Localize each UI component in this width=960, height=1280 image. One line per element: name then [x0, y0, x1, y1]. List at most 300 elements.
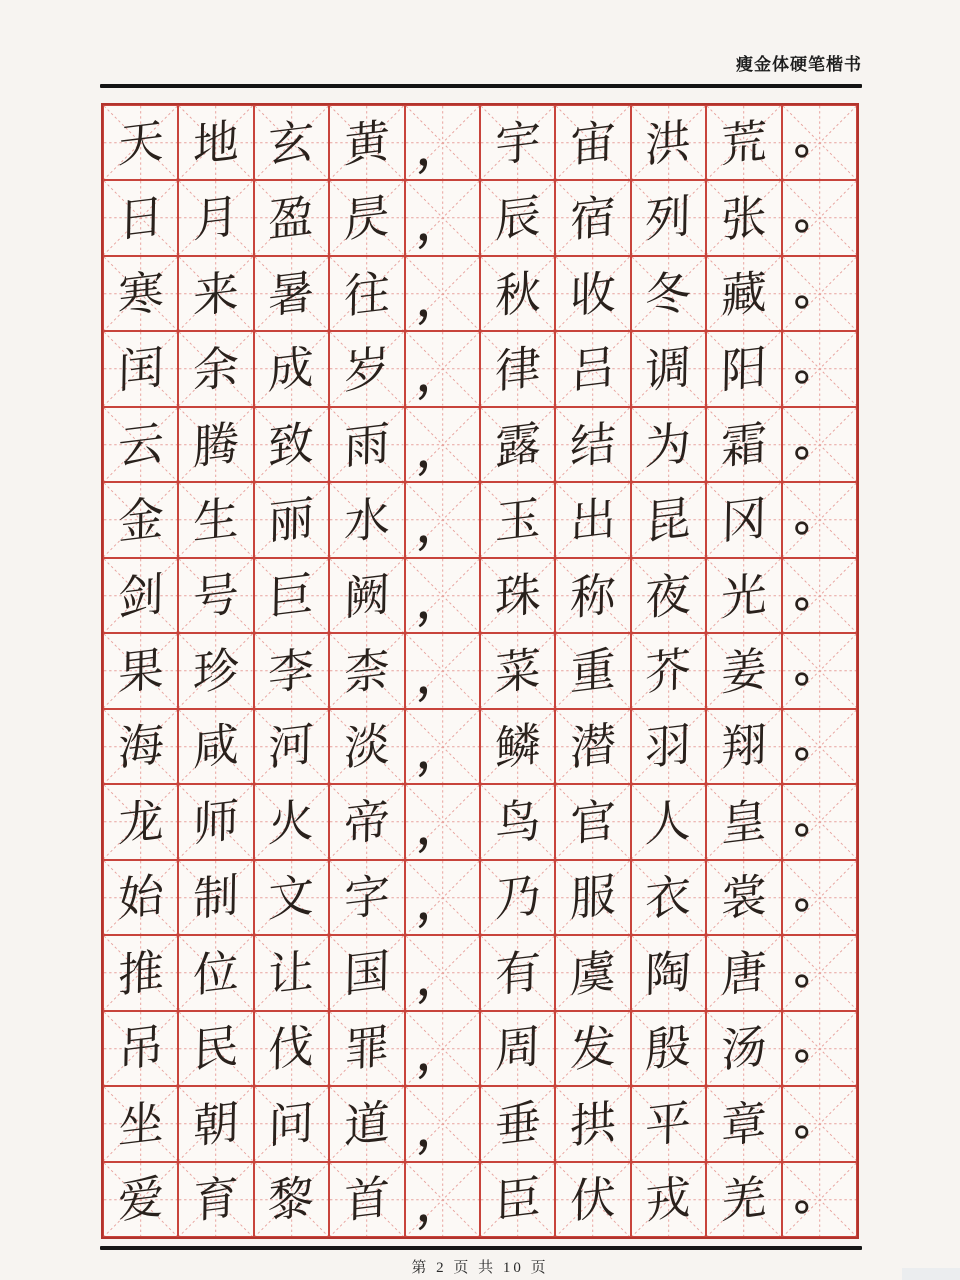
handwritten-character: 雨 [343, 414, 391, 475]
grid-cell [555, 180, 630, 255]
grid-cell [405, 256, 480, 331]
grid-cell [706, 860, 781, 935]
handwritten-character: 菜 [494, 640, 541, 702]
handwritten-character: 火 [268, 791, 315, 852]
handwritten-character: 制 [192, 867, 240, 928]
handwritten-character: 朝 [192, 1093, 240, 1154]
handwritten-character: 河 [268, 716, 315, 777]
grid-cell [254, 860, 329, 935]
handwritten-character: 伏 [569, 1169, 617, 1230]
grid-cell [103, 1086, 178, 1161]
handwritten-character: 唐 [720, 942, 768, 1003]
grid-cell [178, 105, 253, 180]
handwritten-character: 珠 [494, 565, 541, 626]
grid-cell [782, 482, 857, 557]
grid-cell [706, 558, 781, 633]
grid-cell [631, 105, 706, 180]
grid-cell [254, 558, 329, 633]
comma-mark: ， [416, 194, 462, 252]
handwritten-character: 垂 [494, 1093, 541, 1154]
grid-cell [103, 256, 178, 331]
grid-cell [178, 558, 253, 633]
grid-cell [329, 180, 404, 255]
grid-cell [706, 1011, 781, 1086]
handwritten-character: 道 [343, 1093, 391, 1154]
grid-cell [405, 558, 480, 633]
period-mark: 。 [794, 944, 837, 994]
grid-cell [254, 1162, 329, 1237]
grid-cell [480, 558, 555, 633]
comma-mark: ， [416, 949, 462, 1007]
grid-cell [329, 1011, 404, 1086]
handwritten-character: 冬 [645, 263, 692, 324]
comma-mark: ， [416, 647, 462, 705]
grid-cell [480, 180, 555, 255]
grid-cell [480, 784, 555, 859]
grid-cell [405, 331, 480, 406]
grid-cell [480, 709, 555, 784]
handwritten-character: 阙 [343, 565, 391, 626]
grid-cell [782, 407, 857, 482]
grid-cell [103, 331, 178, 406]
handwritten-character: 昃 [343, 188, 391, 249]
grid-cell [706, 105, 781, 180]
comma-mark: ， [416, 345, 462, 403]
handwritten-character: 月 [192, 188, 240, 249]
grid-cell [178, 331, 253, 406]
grid-cell [782, 1011, 857, 1086]
grid-cell [555, 1162, 630, 1237]
handwritten-character: 余 [192, 339, 240, 400]
grid-cell [178, 860, 253, 935]
grid-cell [178, 180, 253, 255]
grid-cell [631, 633, 706, 708]
comma-mark: ， [416, 1024, 462, 1082]
grid-cell [329, 558, 404, 633]
grid-cell [329, 482, 404, 557]
grid-cell [103, 407, 178, 482]
grid-cell [631, 784, 706, 859]
period-mark: 。 [794, 189, 837, 239]
grid-cell [254, 180, 329, 255]
handwritten-character: 发 [569, 1018, 617, 1079]
handwritten-character: 金 [117, 489, 164, 551]
handwritten-character: 霜 [720, 414, 768, 475]
handwritten-character: 丽 [268, 489, 315, 551]
grid-cell [405, 1011, 480, 1086]
grid-cell [178, 1086, 253, 1161]
period-mark: 。 [794, 642, 837, 692]
handwritten-character: 水 [343, 489, 391, 551]
grid-cell [706, 1086, 781, 1161]
handwritten-character: 首 [343, 1169, 391, 1230]
handwritten-character: 为 [645, 414, 692, 475]
handwritten-character: 成 [268, 339, 315, 400]
handwritten-character: 致 [268, 414, 315, 475]
handwritten-character: 伐 [268, 1018, 315, 1079]
grid-cell [480, 1162, 555, 1237]
grid-cell [631, 935, 706, 1010]
grid-cell [706, 180, 781, 255]
handwritten-character: 剑 [117, 565, 164, 626]
period-mark: 。 [794, 1095, 837, 1145]
handwritten-character: 巨 [268, 565, 315, 626]
grid-cell [405, 935, 480, 1010]
comma-mark: ， [416, 270, 462, 327]
handwritten-character: 岁 [343, 339, 391, 400]
grid-cell [706, 709, 781, 784]
grid-cell [706, 407, 781, 482]
grid-cell [782, 180, 857, 255]
handwritten-character: 陶 [645, 942, 692, 1003]
grid-cell [480, 105, 555, 180]
grid-cell [254, 331, 329, 406]
grid-cell [329, 331, 404, 406]
period-mark: 。 [794, 1170, 837, 1220]
handwritten-character: 盈 [268, 188, 315, 249]
handwritten-character: 阳 [720, 339, 768, 400]
handwritten-character: 坐 [117, 1093, 164, 1154]
comma-mark: ， [416, 1175, 462, 1233]
grid-cell [555, 558, 630, 633]
comma-mark: ， [416, 1100, 462, 1157]
handwritten-character: 重 [569, 640, 617, 702]
handwritten-character: 乃 [494, 867, 541, 928]
handwritten-character: 日 [117, 188, 164, 249]
grid-cell [555, 935, 630, 1010]
corner-watermark-remnant [902, 1268, 960, 1280]
grid-cell [405, 1086, 480, 1161]
grid-cell [329, 407, 404, 482]
period-mark: 。 [794, 1019, 837, 1069]
handwritten-character: 皇 [720, 791, 768, 852]
handwritten-character: 有 [494, 942, 541, 1003]
grid-cell [706, 633, 781, 708]
handwritten-character: 号 [192, 565, 240, 626]
handwritten-character: 文 [268, 867, 315, 928]
handwritten-character: 师 [192, 791, 240, 852]
handwritten-character: 海 [117, 716, 164, 777]
grid-cell [178, 1011, 253, 1086]
handwritten-character: 生 [192, 489, 240, 551]
grid-cell [631, 407, 706, 482]
handwritten-character: 问 [268, 1093, 315, 1154]
handwritten-character: 昆 [645, 489, 692, 551]
grid-cell [555, 860, 630, 935]
grid-cell [254, 105, 329, 180]
grid-cell [254, 633, 329, 708]
grid-cell [254, 709, 329, 784]
period-mark: 。 [794, 265, 837, 315]
comma-mark: ， [416, 571, 462, 629]
handwritten-character: 让 [268, 942, 315, 1003]
handwritten-character: 育 [192, 1169, 240, 1230]
handwritten-character: 光 [720, 565, 768, 626]
handwritten-character: 裳 [720, 867, 768, 928]
handwritten-character: 宙 [569, 112, 617, 173]
grid-cell [329, 1086, 404, 1161]
grid-cell [103, 558, 178, 633]
grid-cell [631, 860, 706, 935]
grid-cell [254, 256, 329, 331]
handwritten-character: 秋 [494, 263, 541, 324]
grid-cell [631, 1011, 706, 1086]
grid-cell [480, 407, 555, 482]
grid-cell [329, 105, 404, 180]
page-title: 瘦金体硬笔楷书 [736, 55, 862, 74]
handwritten-character: 吊 [117, 1018, 164, 1079]
handwritten-character: 云 [117, 414, 164, 475]
grid-cell [329, 1162, 404, 1237]
comma-mark: ， [416, 420, 462, 478]
handwritten-character: 羽 [645, 716, 692, 777]
grid-cell [782, 709, 857, 784]
grid-cell [103, 784, 178, 859]
grid-cell [480, 1011, 555, 1086]
grid-cell [405, 784, 480, 859]
grid-cell [405, 633, 480, 708]
handwritten-character: 平 [645, 1093, 692, 1154]
grid-cell [706, 256, 781, 331]
handwritten-character: 官 [569, 791, 617, 852]
calligraphy-grid [101, 103, 859, 1239]
grid-cell [706, 935, 781, 1010]
grid-cell [555, 709, 630, 784]
handwritten-character: 珍 [192, 640, 240, 702]
grid-cell [782, 784, 857, 859]
grid-cell [555, 105, 630, 180]
grid-cell [555, 407, 630, 482]
grid-cell [329, 935, 404, 1010]
grid-cell [480, 860, 555, 935]
handwritten-character: 收 [569, 263, 617, 324]
handwritten-character: 闰 [117, 339, 164, 400]
grid-cell [706, 784, 781, 859]
handwritten-character: 结 [569, 414, 617, 475]
comma-mark: ， [416, 798, 462, 856]
grid-cell [706, 482, 781, 557]
grid-cell [480, 256, 555, 331]
grid-cell [329, 784, 404, 859]
handwritten-character: 翔 [720, 716, 768, 777]
grid-cell [178, 482, 253, 557]
grid-cell [254, 935, 329, 1010]
grid-cell [329, 633, 404, 708]
handwritten-character: 天 [117, 112, 164, 173]
handwritten-character: 潜 [569, 716, 617, 777]
grid-cell [782, 935, 857, 1010]
grid-cell [103, 935, 178, 1010]
handwritten-character: 张 [720, 188, 768, 249]
handwritten-character: 民 [192, 1018, 240, 1079]
handwritten-character: 来 [192, 263, 240, 324]
grid-cell [555, 1011, 630, 1086]
handwritten-character: 推 [117, 942, 164, 1003]
grid-cell [631, 558, 706, 633]
handwritten-character: 人 [645, 791, 692, 852]
handwritten-character: 帝 [343, 791, 391, 852]
period-mark: 。 [794, 718, 837, 768]
grid-cell [329, 709, 404, 784]
grid-cell [254, 407, 329, 482]
handwritten-character: 虞 [569, 942, 617, 1003]
handwritten-character: 腾 [192, 414, 240, 475]
grid-cell [178, 633, 253, 708]
handwritten-character: 玉 [494, 489, 541, 551]
grid-cell [405, 709, 480, 784]
handwritten-character: 宿 [569, 188, 617, 249]
grid-cell [631, 1162, 706, 1237]
grid-cell [405, 407, 480, 482]
handwritten-character: 柰 [343, 640, 391, 702]
period-mark: 。 [794, 340, 837, 390]
handwritten-character: 称 [569, 565, 617, 626]
grid-cell [103, 709, 178, 784]
header-divider [100, 84, 862, 88]
page-number-label: 第 2 页 共 10 页 [411, 1260, 549, 1276]
period-mark: 。 [794, 793, 837, 843]
handwritten-character: 汤 [720, 1018, 768, 1079]
grid-cell [782, 331, 857, 406]
grid-cell [178, 407, 253, 482]
handwritten-character: 李 [268, 640, 315, 702]
grid-cell [103, 482, 178, 557]
grid-cell [405, 180, 480, 255]
grid-cell [103, 1162, 178, 1237]
handwritten-character: 罪 [343, 1018, 391, 1079]
handwritten-character: 爱 [117, 1169, 164, 1230]
grid-cell [480, 935, 555, 1010]
handwritten-character: 荒 [720, 112, 768, 173]
handwritten-character: 往 [343, 263, 391, 324]
handwritten-character: 宇 [494, 112, 541, 173]
grid-cell [103, 860, 178, 935]
grid-cell [103, 105, 178, 180]
footer-divider [100, 1246, 862, 1250]
grid-cell [178, 1162, 253, 1237]
grid-cell [254, 482, 329, 557]
grid-cell [329, 256, 404, 331]
handwritten-character: 淡 [343, 716, 391, 777]
handwritten-character: 玄 [268, 112, 315, 173]
handwritten-character: 始 [117, 867, 164, 928]
period-mark: 。 [794, 416, 837, 466]
handwritten-character: 果 [117, 640, 164, 702]
grid-cell [631, 1086, 706, 1161]
grid-cell [555, 1086, 630, 1161]
handwritten-character: 龙 [117, 791, 164, 852]
grid-cell [782, 105, 857, 180]
grid-cell [178, 709, 253, 784]
grid-cell [706, 331, 781, 406]
handwritten-character: 位 [192, 942, 240, 1003]
grid-cell [555, 784, 630, 859]
handwritten-character: 姜 [720, 640, 768, 702]
grid-cell [480, 633, 555, 708]
handwritten-character: 寒 [117, 263, 164, 324]
grid-cell [782, 1086, 857, 1161]
handwritten-character: 列 [645, 188, 692, 249]
grid-cell [103, 1011, 178, 1086]
grid-cell [405, 105, 480, 180]
grid-cell [480, 331, 555, 406]
handwritten-character: 服 [569, 867, 617, 928]
grid-cell [782, 256, 857, 331]
period-mark: 。 [794, 869, 837, 919]
grid-cell [103, 633, 178, 708]
grid-cell [254, 784, 329, 859]
handwritten-character: 字 [343, 867, 391, 928]
grid-cell [254, 1086, 329, 1161]
handwritten-character: 调 [645, 339, 692, 400]
handwritten-character: 黄 [343, 112, 391, 173]
handwritten-character: 黎 [268, 1169, 315, 1230]
handwritten-character: 周 [494, 1018, 541, 1079]
grid-cell [555, 633, 630, 708]
grid-cell [254, 1011, 329, 1086]
grid-cell [782, 558, 857, 633]
handwritten-character: 露 [494, 414, 541, 475]
grid-cell [706, 1162, 781, 1237]
grid-cell [555, 331, 630, 406]
handwritten-character: 戎 [645, 1169, 692, 1230]
comma-mark: ， [416, 722, 462, 780]
grid-cell [329, 860, 404, 935]
handwritten-character: 地 [192, 112, 240, 173]
grid-cell [480, 482, 555, 557]
handwritten-character: 暑 [268, 263, 315, 324]
grid-cell [103, 180, 178, 255]
grid-cell [631, 256, 706, 331]
handwritten-character: 鸟 [494, 791, 541, 852]
period-mark: 。 [794, 114, 837, 164]
handwritten-character: 衣 [645, 867, 692, 928]
grid-cell [480, 1086, 555, 1161]
handwritten-character: 洪 [645, 112, 692, 173]
grid-cell [405, 1162, 480, 1237]
grid-cell [555, 256, 630, 331]
handwritten-character: 咸 [192, 716, 240, 777]
grid-cell [631, 709, 706, 784]
grid-cell [782, 633, 857, 708]
handwritten-character: 律 [494, 339, 541, 400]
handwritten-character: 臣 [494, 1169, 541, 1230]
handwritten-character: 辰 [494, 188, 541, 249]
grid-cell [178, 935, 253, 1010]
grid-cell [405, 482, 480, 557]
grid-cell [782, 1162, 857, 1237]
grid-cell [555, 482, 630, 557]
grid-cell [782, 860, 857, 935]
grid-cell [405, 860, 480, 935]
comma-mark: ， [416, 119, 462, 176]
comma-mark: ， [416, 873, 462, 931]
handwritten-character: 冈 [720, 489, 768, 551]
grid-cell [631, 180, 706, 255]
period-mark: 。 [794, 567, 837, 617]
handwritten-character: 吕 [569, 339, 617, 400]
grid-cell [178, 256, 253, 331]
handwritten-character: 拱 [569, 1093, 617, 1154]
grid-cell [631, 482, 706, 557]
handwritten-character: 鳞 [494, 716, 541, 777]
handwritten-character: 夜 [645, 565, 692, 626]
grid-cell [631, 331, 706, 406]
comma-mark: ， [416, 496, 462, 554]
handwritten-character: 殷 [645, 1018, 692, 1079]
handwritten-character: 羌 [720, 1169, 768, 1230]
grid-cell [178, 784, 253, 859]
